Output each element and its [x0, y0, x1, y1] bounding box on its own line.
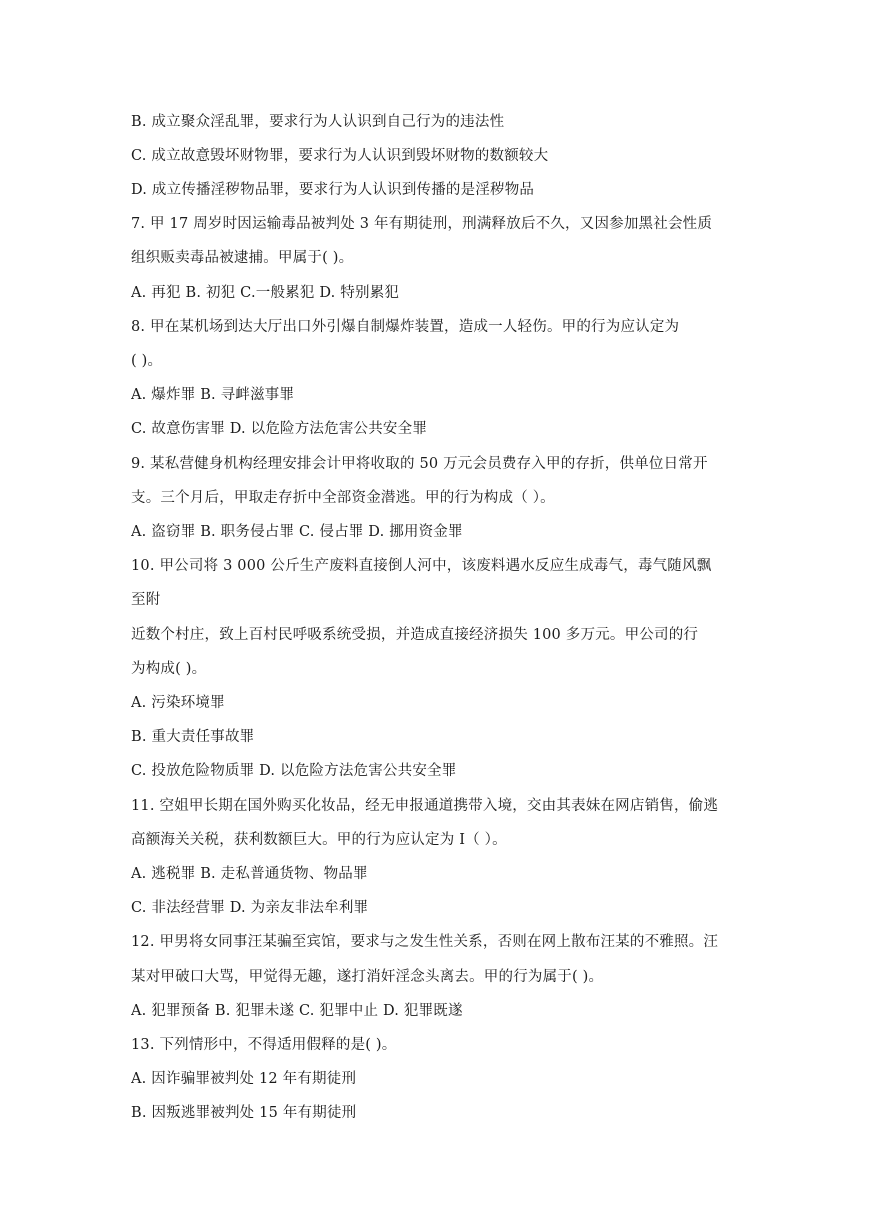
text-line: ( )。: [131, 353, 163, 369]
text-line: 12. 甲男将女同事汪某骗至宾馆，要求与之发生性关系，否则在网上散布汪某的不雅照。汪: [131, 934, 719, 950]
text-line: 支。三个月后，甲取走存折中全部资金潜逃。甲的行为构成（ ）。: [131, 490, 555, 506]
text-line: 11. 空姐甲长期在国外购买化妆品，经无申报通道携带入境，交由其表妹在网店销售，偷逃: [131, 798, 719, 814]
text-line: 13. 下列情形中，不得适用假释的是( )。: [131, 1037, 397, 1053]
text-line: A. 盗窃罪 B. 职务侵占罪 C. 侵占罪 D. 挪用资金罪: [131, 524, 463, 540]
text-line: A. 爆炸罪 B. 寻衅滋事罪: [131, 387, 295, 403]
text-line: 9. 某私营健身机构经理安排会计甲将收取的 50 万元会员费存入甲的存折，供单位日常开: [131, 456, 708, 472]
text-line: A. 再犯 B. 初犯 C.一般累犯 D. 特别累犯: [131, 285, 400, 301]
text-line: 近数个村庄，致上百村民呼吸系统受损，并造成直接经济损失 100 多万元。甲公司的行: [131, 627, 699, 643]
text-line: 7. 甲 17 周岁时因运输毒品被判处 3 年有期徒刑，刑满释放后不久，又因参加黑社会性质: [131, 216, 713, 232]
text-line: 组织贩卖毒品被逮捕。甲属于( )。: [131, 250, 354, 266]
text-line: C. 成立故意毁坏财物罪，要求行为人认识到毁坏财物的数额较大: [131, 148, 549, 164]
text-line: C. 非法经营罪 D. 为亲友非法牟利罪: [131, 900, 369, 916]
text-line: 为构成( )。: [131, 661, 207, 677]
text-line: C. 故意伤害罪 D. 以危险方法危害公共安全罪: [131, 421, 428, 437]
text-line: A. 污染环境罪: [131, 695, 225, 711]
text-line: B. 成立聚众淫乱罪，要求行为人认识到自己行为的违法性: [131, 114, 505, 130]
text-line: D. 成立传播淫秽物品罪，要求行为人认识到传播的是淫秽物品: [131, 182, 535, 198]
text-line: C. 投放危险物质罪 D. 以危险方法危害公共安全罪: [131, 763, 457, 779]
text-line: A. 犯罪预备 B. 犯罪未遂 C. 犯罪中止 D. 犯罪既遂: [131, 1003, 463, 1019]
text-line: B. 因叛逃罪被判处 15 年有期徒刑: [131, 1105, 357, 1121]
text-line: A. 逃税罪 B. 走私普通货物、物品罪: [131, 866, 368, 882]
text-line: 10. 甲公司将 3 000 公斤生产废料直接倒人河中，该废料遇水反应生成毒气，毒气随风飘: [131, 558, 712, 574]
text-line: 至附: [131, 592, 161, 608]
text-line: A. 因诈骗罪被判处 12 年有期徒刑: [131, 1071, 357, 1087]
text-line: 8. 甲在某机场到达大厅出口外引爆自制爆炸装置，造成一人轻伤。甲的行为应认定为: [131, 319, 680, 335]
text-line: 高额海关关税，获利数额巨大。甲的行为应认定为 I（ ）。: [131, 832, 507, 848]
text-line: B. 重大责任事故罪: [131, 729, 255, 745]
text-line: 某对甲破口大骂，甲觉得无趣，遂打消奸淫念头离去。甲的行为属于( )。: [131, 969, 604, 985]
